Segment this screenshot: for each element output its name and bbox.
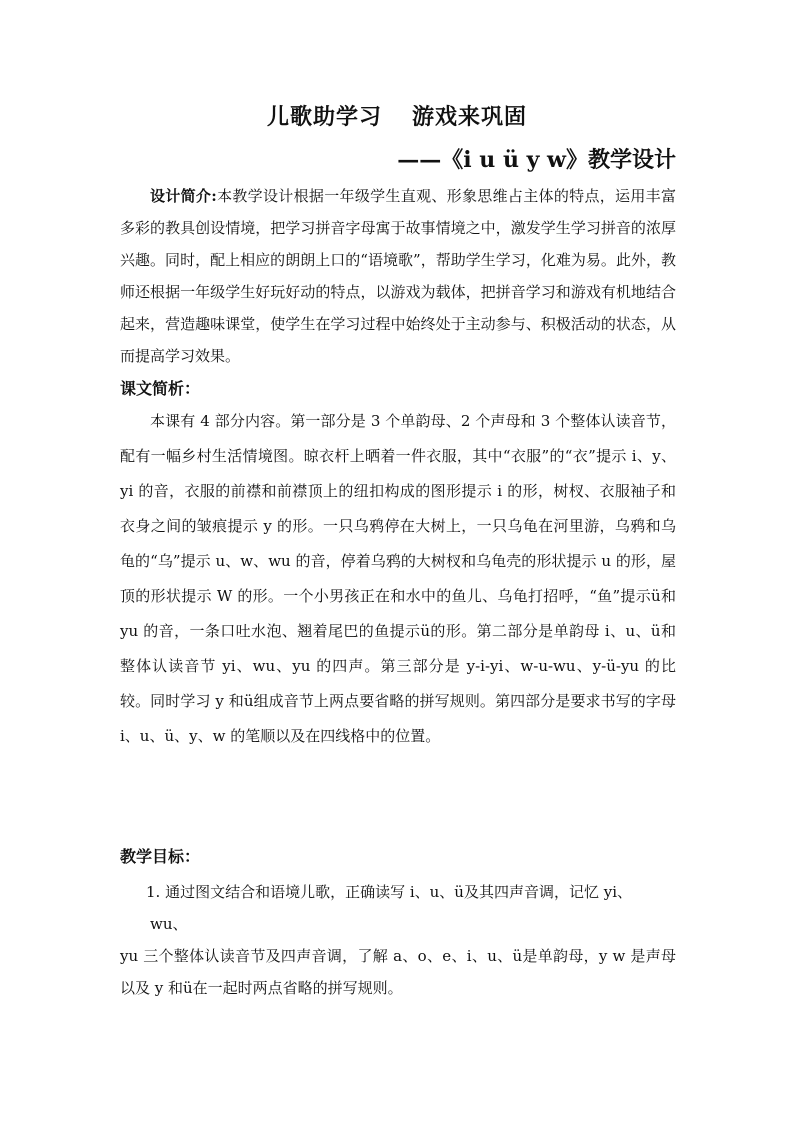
design-intro-paragraph	[120, 180, 676, 372]
title-part-2: 游戏来巩固	[412, 104, 528, 130]
design-intro-text: 本教学设计根据一年级学生直观、形象思维占主体的特点，运用丰富多彩的教具创设情境，把学习拼音字母寓于故事情境之中，激发学生学习拼音的浓厚兴趣。同时，配上相应的朗朗上口的“语境歌”，帮助学生学习，化难为易。此外，教师还根据一年级学生好玩好动的特点，以游戏为载体，把拼音学习和游戏有机地结合起来，营造趣味课堂，使学生在学习过程中始终处于主动参与、积极活动的状态，从而提高学习效果。	[120, 187, 676, 365]
objective-1-line-2: wu、	[150, 915, 188, 933]
objective-1-line-3: yu 三个整体认读音节及四声音调，了解 a、o、e、i、u、ü是单韵母，y w 是声母以及 y 和ü在一起时两点省略的拼写规则。	[120, 947, 676, 997]
analysis-paragraph: 本课有 4 部分内容。第一部分是 3 个单韵母、2 个声母和 3 个整体认读音节，配有一幅乡村生活情境图。晾衣杆上晒着一件衣服，其中“衣服”的“衣”提示 i、y、yi 的音，衣服的前襟和前襟顶上的纽扣构成的图形提示 i 的形，树杈、衣服袖子和衣身之间的皱痕提示 y 的形。一只乌鸦停在大树上，一只乌龟在河里游，乌鸦和乌龟的“乌”提示 u、w、wu 的音，停着乌鸦的大树杈和乌龟壳的形状提示 u 的形，屋顶的形状提示 W 的形。一个小男孩正在和水中的鱼儿、乌龟打招呼，“鱼”提示ü和 yu 的音，一条口吐水泡、翘着尾巴的鱼提示ü的形。第二部分是单韵母 i、u、ü和整体认读音节 yi、wu、yu 的四声。第三部分是 y-i-yi、w-u-wu、y-ü-yu 的比较。同时学习 y 和ü组成音节上两点要省略的拼写规则。第四部分是要求书写的字母 i、u、ü、y、w 的笔顺以及在四线格中的位置。	[120, 412, 676, 745]
objective-1-line-1: 1. 通过图文结合和语境儿歌，正确读写 i、u、ü及其四声音调，记忆 yi、	[146, 883, 633, 901]
section-heading-objectives: 教学目标：	[120, 847, 201, 866]
objectives-list	[120, 876, 676, 1004]
design-intro-label: 设计简介:	[150, 187, 217, 205]
page-subtitle: ——《i u ü y w》教学设计	[397, 147, 676, 173]
section-heading-analysis: 课文简析：	[120, 379, 201, 398]
title-part-1: 儿歌助学习	[266, 104, 382, 130]
page-title	[0, 100, 794, 131]
